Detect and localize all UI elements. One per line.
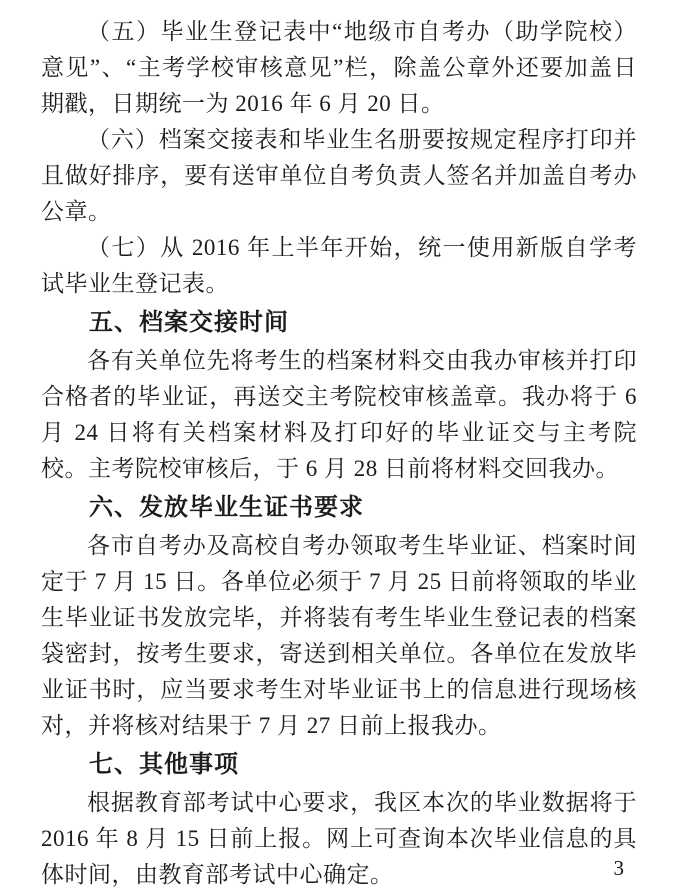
document-body xyxy=(41,14,637,893)
section-heading-archive-handover-time: 五、档案交接时间 xyxy=(89,309,289,336)
section-heading-certificate-issuance: 六、发放毕业生证书要求 xyxy=(89,494,364,521)
paragraph-archive-handover: 各有关单位先将考生的档案材料交由我办审核并打印合格者的毕业证，再送交主考院校审核盖章。我办将于 6 月 24 日将有关档案材料及打印好的毕业证交与主考院校。主考院校审核后，于 6 月 28 日前将材料交回我办。 xyxy=(41,348,637,481)
section-heading-other-matters: 七、其他事项 xyxy=(89,751,239,778)
paragraph-item-7: （七）从 2016 年上半年开始，统一使用新版自学考试毕业生登记表。 xyxy=(41,235,637,296)
paragraph-other-matters: 根据教育部考试中心要求，我区本次的毕业数据将于 2016 年 8 月 15 日前上报。网上可查询本次毕业信息的具体时间，由教育部考试中心确定。 xyxy=(41,790,637,887)
page-number: 3 xyxy=(613,856,624,880)
paragraph-item-5: （五）毕业生登记表中“地级市自考办（助学院校）意见”、“主考学校审核意见”栏，除盖公章外还要加盖日期戳，日期统一为 2016 年 6 月 20 日。 xyxy=(41,19,637,116)
paragraph-item-6: （六）档案交接表和毕业生名册要按规定程序打印并且做好排序，要有送审单位自考负责人签名并加盖自考办公章。 xyxy=(41,127,637,224)
paragraph-certificate-issuance: 各市自考办及高校自考办领取考生毕业证、档案时间定于 7 月 15 日。各单位必须于 7 月 25 日前将领取的毕业生毕业证书发放完毕，并将装有考生毕业生登记表的档案袋密封，按考生要求，寄送到相关单位。各单位在发放毕业证书时，应当要求考生对毕业证书上的信息进行现场核对，并将核对结果于 7 月 27 日前上报我办。 xyxy=(41,533,637,738)
